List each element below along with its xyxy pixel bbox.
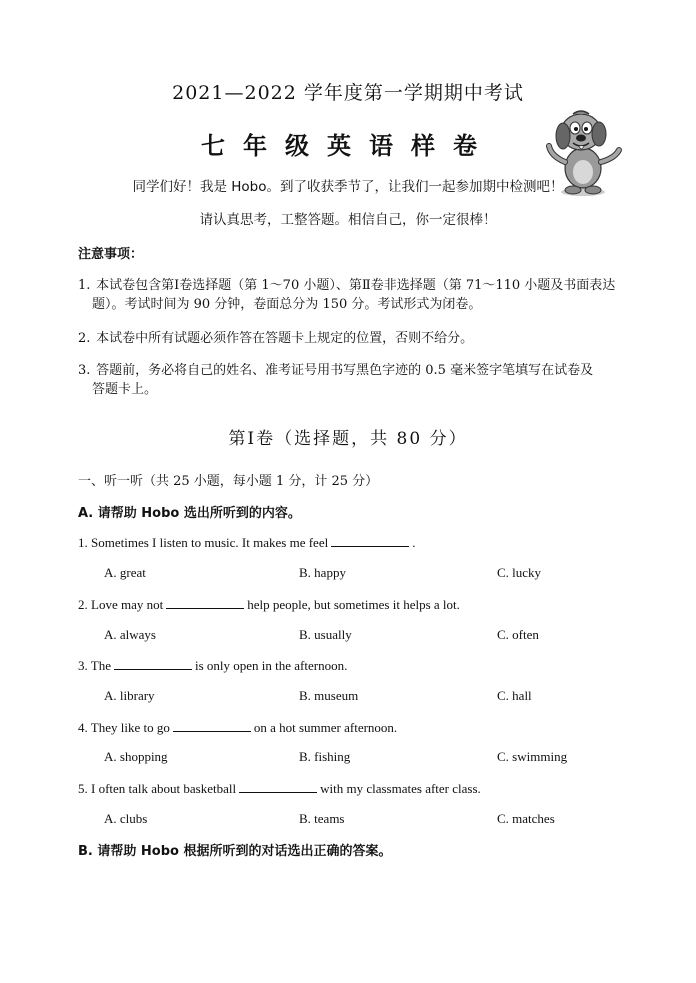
answer-blank — [173, 719, 251, 732]
subsection-a-heading: A. 请帮助 Hobo 选出所听到的内容。 — [78, 506, 301, 521]
option-a: A. shopping — [104, 749, 168, 764]
notice-item-number: 2. — [78, 331, 91, 346]
notice-item-text: 本试卷中所有试题必须作答在答题卡上规定的位置，否则不给分。 — [96, 331, 474, 346]
option-c: C. matches — [497, 811, 555, 826]
answer-blank — [331, 534, 409, 547]
question-stem-end: help people, but sometimes it helps a lot. — [247, 597, 460, 612]
notice-item-3 — [78, 361, 628, 399]
question-stem: 3. The — [78, 658, 111, 673]
option-a: A. clubs — [104, 811, 148, 826]
option-c: C. hall — [497, 688, 532, 703]
notice-item-number: 1. — [78, 278, 91, 293]
option-b: B. happy — [299, 565, 346, 580]
option-a: A. library — [104, 688, 155, 703]
option-b: B. usually — [299, 627, 352, 642]
question-stem-end: . — [412, 535, 416, 550]
part-heading: 一、听一听（共 25 小题，每小题 1 分，计 25 分） — [78, 474, 379, 489]
notice-heading: 注意事项： — [78, 247, 144, 262]
question-1 — [78, 534, 415, 551]
greeting-line-2: 请认真思考，工整答题。相信自己，你一定很棒！ — [199, 212, 497, 228]
option-c: C. swimming — [497, 749, 568, 764]
option-c: C. lucky — [497, 565, 542, 580]
question-stem: 2. Love may not — [78, 597, 164, 612]
notice-item-text-cont: 题）。考试时间为 90 分钟，卷面总分为 150 分。考试形式为闭卷。 — [92, 297, 482, 312]
option-c: C. often — [497, 627, 539, 642]
answer-blank — [166, 596, 244, 609]
option-a: A. always — [104, 627, 156, 642]
section-title: 第Ⅰ卷（选择题，共 80 分） — [228, 429, 468, 449]
question-stem-end: with my classmates after class. — [320, 781, 481, 796]
notice-item-text: 答题前，务必将自己的姓名、准考证号用书写黑色字迹的 0.5 毫米签字笔填写在试卷及 — [96, 363, 594, 378]
notice-item-text-cont: 答题卡上。 — [92, 382, 158, 397]
question-3 — [78, 657, 347, 674]
question-stem-end: is only open in the afternoon. — [194, 658, 348, 673]
answer-blank — [114, 657, 192, 670]
question-stem: 5. I often talk about basketball — [78, 781, 237, 796]
notice-item-text: 本试卷包含第Ⅰ卷选择题（第 1～70 小题）、第Ⅱ卷非选择题（第 71～110 小题及书面表达 — [96, 278, 616, 293]
greeting-line-1: 同学们好！我是 Hobo。到了收获季节了，让我们一起参加期中检测吧！ — [132, 179, 564, 195]
exam-title: 2021—2022 学年度第一学期期中考试 — [172, 82, 524, 104]
notice-item-number: 3. — [78, 363, 91, 378]
option-b: B. museum — [299, 688, 359, 703]
notice-item-1 — [78, 276, 628, 314]
exam-subtitle: 七年级英语样卷 — [201, 131, 495, 160]
option-b: B. teams — [299, 811, 345, 826]
question-4 — [78, 719, 397, 736]
option-b: B. fishing — [299, 749, 351, 764]
question-stem: 4. They like to go — [78, 720, 170, 735]
subsection-b-heading: B. 请帮助 Hobo 根据所听到的对话选出正确的答案。 — [78, 844, 392, 859]
option-a: A. great — [104, 565, 146, 580]
question-5 — [78, 780, 481, 797]
question-stem: 1. Sometimes I listen to music. It makes me feel — [78, 535, 329, 550]
answer-blank — [239, 780, 317, 793]
notice-item-2 — [78, 329, 628, 348]
question-stem-end: on a hot summer afternoon. — [253, 720, 398, 735]
question-2 — [78, 596, 460, 613]
